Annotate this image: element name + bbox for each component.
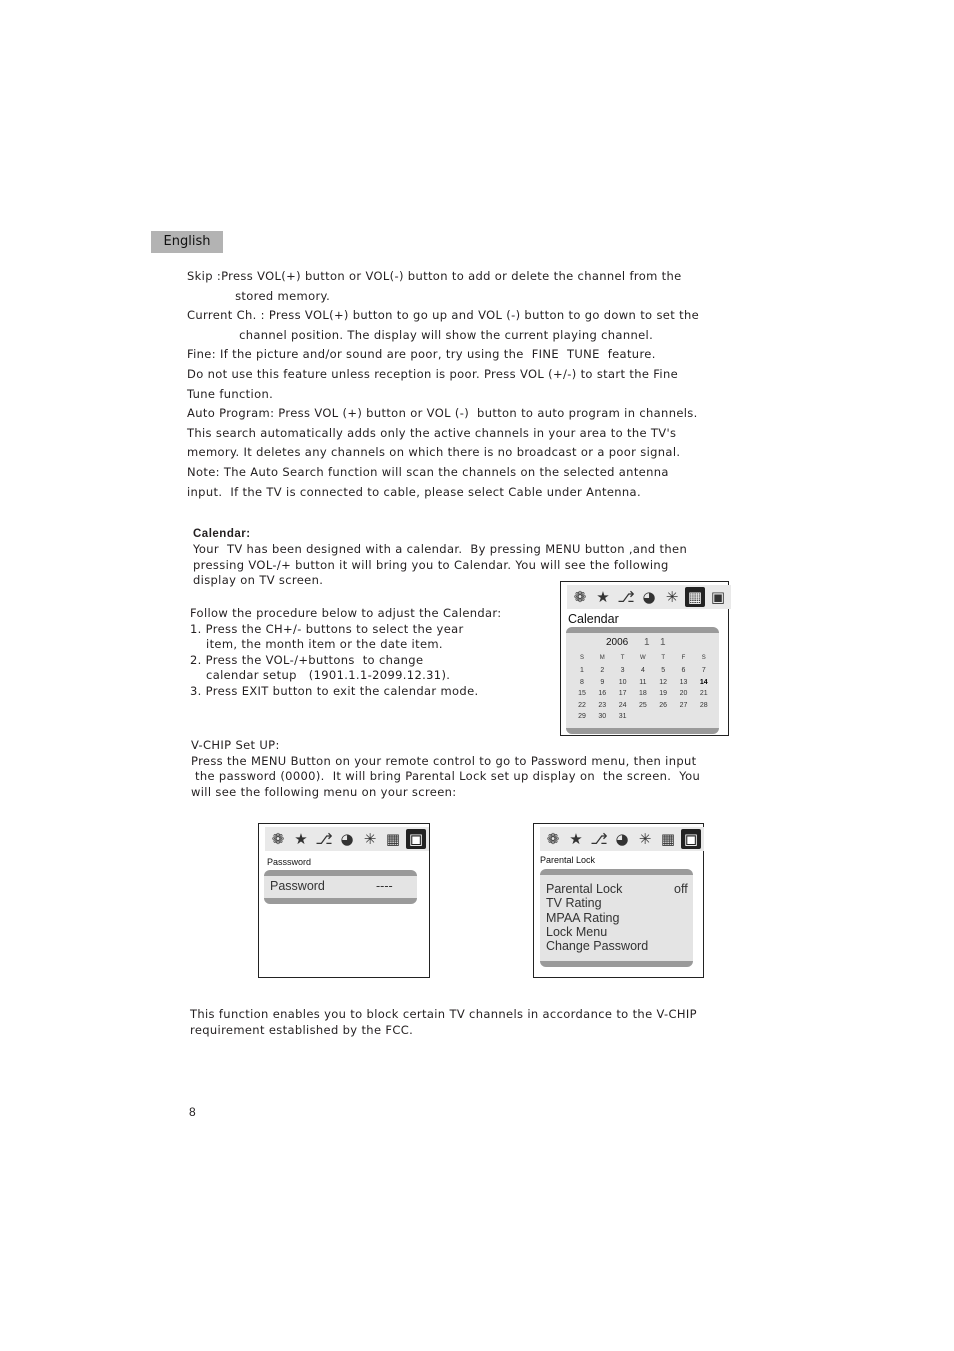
calendar-day-cell[interactable]: 21 [699, 690, 708, 697]
password-field[interactable]: ---- [376, 879, 393, 893]
chair-icon: ⎇ [590, 830, 608, 848]
weekday-header: T [620, 655, 625, 661]
password-label: Password [270, 879, 325, 893]
picture-icon: ❁ [573, 588, 587, 606]
weekday-header: T [661, 655, 666, 661]
padlock-icon: ▣ [710, 588, 726, 606]
picture-icon: ❁ [271, 830, 285, 848]
procedure-line: calendar setup (1901.1.1-2099.12.31). [190, 668, 451, 682]
menu-icon-bar [567, 585, 731, 609]
menu-icon-bar [540, 827, 704, 851]
parental-lock-screen [533, 823, 704, 978]
menu-icon-bar [265, 827, 429, 851]
calendar-panel [566, 627, 719, 734]
calendar-heading: Calendar: [193, 528, 251, 540]
footer-line: This function enables you to block certain TV channels in accordance to the V-CHIP [190, 1007, 697, 1021]
calendar-day-cell[interactable]: 1 [580, 667, 584, 674]
weekday-header: M [599, 655, 605, 661]
intro-line: Do not use this feature unless reception is poor. Press VOL (+/-) to start the Fine [187, 366, 679, 381]
footer-line: requirement established by the FCC. [190, 1022, 414, 1037]
menu-item-change-password[interactable]: Change Password [546, 939, 649, 953]
menu-title: Calendar [568, 612, 619, 626]
calendar-intro-line: pressing VOL-/+ button it will bring you to Calendar. You will see the following [193, 557, 669, 572]
calendar-day-cell[interactable]: 19 [659, 690, 668, 697]
intro-line: Note: The Auto Search function will scan the channels on the selected antenna [187, 464, 669, 479]
calendar-month[interactable]: 1 [644, 637, 650, 648]
weekday-header: S [701, 655, 706, 661]
menu-item-lock-menu[interactable]: Lock Menu [546, 925, 608, 939]
calendar-day-cell[interactable]: 5 [661, 667, 666, 674]
calendar-intro-line: Your TV has been designed with a calendar. By pressing MENU button ,and then [193, 542, 688, 556]
globe-icon: ◕ [615, 830, 629, 848]
language-tab: English [151, 231, 223, 253]
procedure-line: 1. Press the CH+/- buttons to select the year [190, 621, 464, 636]
calendar-day-cell[interactable]: 13 [679, 678, 688, 686]
chair-icon: ⎇ [315, 830, 333, 848]
calendar-day-cell[interactable]: 28 [699, 701, 708, 709]
procedure-line: 3. Press EXIT button to exit the calendar mode. [190, 683, 479, 698]
calendar-day-cell[interactable]: 12 [659, 678, 668, 686]
satellite-dish-icon: ✳ [638, 830, 652, 848]
calendar-day-cell[interactable]: 23 [598, 701, 607, 709]
star-icon: ★ [569, 830, 583, 848]
calendar-day-cell[interactable]: 15 [578, 690, 586, 697]
intro-line: channel position. The display will show the current playing channel. [187, 327, 654, 342]
calendar-day-cell[interactable]: 4 [640, 667, 645, 674]
calendar-day-cell[interactable]: 17 [618, 690, 627, 697]
keypad-icon: ▦ [385, 830, 401, 848]
star-icon: ★ [294, 830, 308, 848]
calendar-day-cell[interactable]: 11 [639, 678, 647, 686]
menu-item-mpaa-rating[interactable]: MPAA Rating [546, 911, 620, 925]
calendar-day-cell[interactable]: 10 [618, 678, 627, 686]
weekday-header: F [681, 655, 686, 661]
intro-line: This search automatically adds only the active channels in your area to the TV's [187, 425, 677, 440]
calendar-day-cell[interactable]: 9 [600, 678, 605, 686]
calendar-day-cell[interactable]: 31 [618, 713, 627, 720]
calendar-day[interactable]: 1 [660, 637, 666, 648]
calendar-day-cell[interactable]: 7 [701, 667, 706, 674]
vchip-text [191, 738, 700, 800]
calendar-screen [560, 581, 729, 736]
keypad-icon: ▦ [660, 830, 676, 848]
picture-icon: ❁ [546, 830, 560, 848]
calendar-day-cell[interactable]: 22 [578, 701, 586, 709]
vchip-footer [190, 1007, 697, 1038]
satellite-dish-icon: ✳ [363, 830, 377, 848]
weekday-header: W [640, 655, 646, 661]
parental-lock-value: off [674, 882, 688, 896]
intro-line: Current Ch. : Press VOL(+) button to go up and VOL (-) button to go down to set the [187, 308, 700, 323]
calendar-year[interactable]: 2006 [606, 637, 629, 648]
menu-item-parental-lock[interactable]: Parental Lock [546, 882, 623, 896]
chair-icon: ⎇ [617, 588, 635, 606]
menu-title: Parental Lock [540, 855, 596, 865]
padlock-icon: ▣ [406, 829, 426, 849]
calendar-day-cell[interactable]: 27 [679, 701, 688, 709]
calendar-day-cell[interactable]: 29 [578, 713, 586, 720]
calendar-day-cell[interactable]: 2 [600, 667, 605, 674]
calendar-intro-line: display on TV screen. [193, 573, 324, 587]
padlock-icon: ▣ [681, 829, 701, 849]
page-number: 8 [189, 1105, 196, 1119]
procedure-line: Follow the procedure below to adjust the Calendar: [190, 606, 502, 620]
calendar-day-cell[interactable]: 14 [699, 678, 708, 686]
calendar-day-cell[interactable]: 8 [580, 678, 584, 686]
vchip-line: Press the MENU Button on your remote control to go to Password menu, then input [191, 753, 697, 768]
password-panel [264, 870, 417, 904]
parental-panel [540, 869, 693, 967]
calendar-day-cell[interactable]: 26 [659, 701, 668, 709]
vchip-line: V-CHIP Set UP: [191, 738, 280, 752]
intro-line: memory. It deletes any channels on which there is no broadcast or a poor signal. [187, 445, 681, 460]
intro-line: Fine: If the picture and/or sound are poor, try using the FINE TUNE feature. [187, 347, 656, 362]
calendar-day-cell[interactable]: 16 [598, 690, 607, 697]
intro-line: Tune function. [187, 386, 274, 401]
menu-item-tv-rating[interactable]: TV Rating [546, 896, 602, 910]
procedure-line: 2. Press the VOL-/+buttons to change [190, 652, 424, 667]
calendar-day-cell[interactable]: 24 [618, 701, 627, 709]
procedure-line: item, the month item or the date item. [190, 637, 443, 651]
intro-text [187, 267, 699, 502]
calendar-day-cell[interactable]: 20 [679, 690, 688, 697]
calendar-procedure [190, 606, 502, 699]
calendar-day-cell[interactable]: 3 [620, 667, 625, 674]
keypad-icon: ▦ [685, 587, 705, 607]
calendar-day-cell[interactable]: 18 [638, 690, 647, 697]
calendar-day-cell[interactable]: 30 [598, 713, 607, 720]
satellite-dish-icon: ✳ [665, 588, 679, 606]
star-icon: ★ [596, 588, 610, 606]
intro-line: stored memory. [187, 288, 331, 303]
intro-line: input. If the TV is connected to cable, please select Cable under Antenna. [187, 484, 641, 499]
globe-icon: ◕ [642, 588, 656, 606]
vchip-line: will see the following menu on your screen: [191, 784, 457, 799]
calendar-grid [572, 655, 717, 727]
password-screen [258, 823, 430, 978]
vchip-line: the password (0000). It will bring Parental Lock set up display on the screen. You [191, 769, 701, 783]
calendar-day-cell[interactable]: 25 [638, 701, 647, 709]
intro-line: Skip :Press VOL(+) button or VOL(-) button to add or delete the channel from the [187, 269, 682, 283]
intro-line: Auto Program: Press VOL (+) button or VOL (-) button to auto program in channels. [187, 406, 698, 421]
menu-title: Passsword [267, 857, 312, 867]
calendar-day-cell[interactable]: 6 [681, 667, 686, 674]
weekday-header: S [579, 655, 584, 661]
globe-icon: ◕ [340, 830, 354, 848]
